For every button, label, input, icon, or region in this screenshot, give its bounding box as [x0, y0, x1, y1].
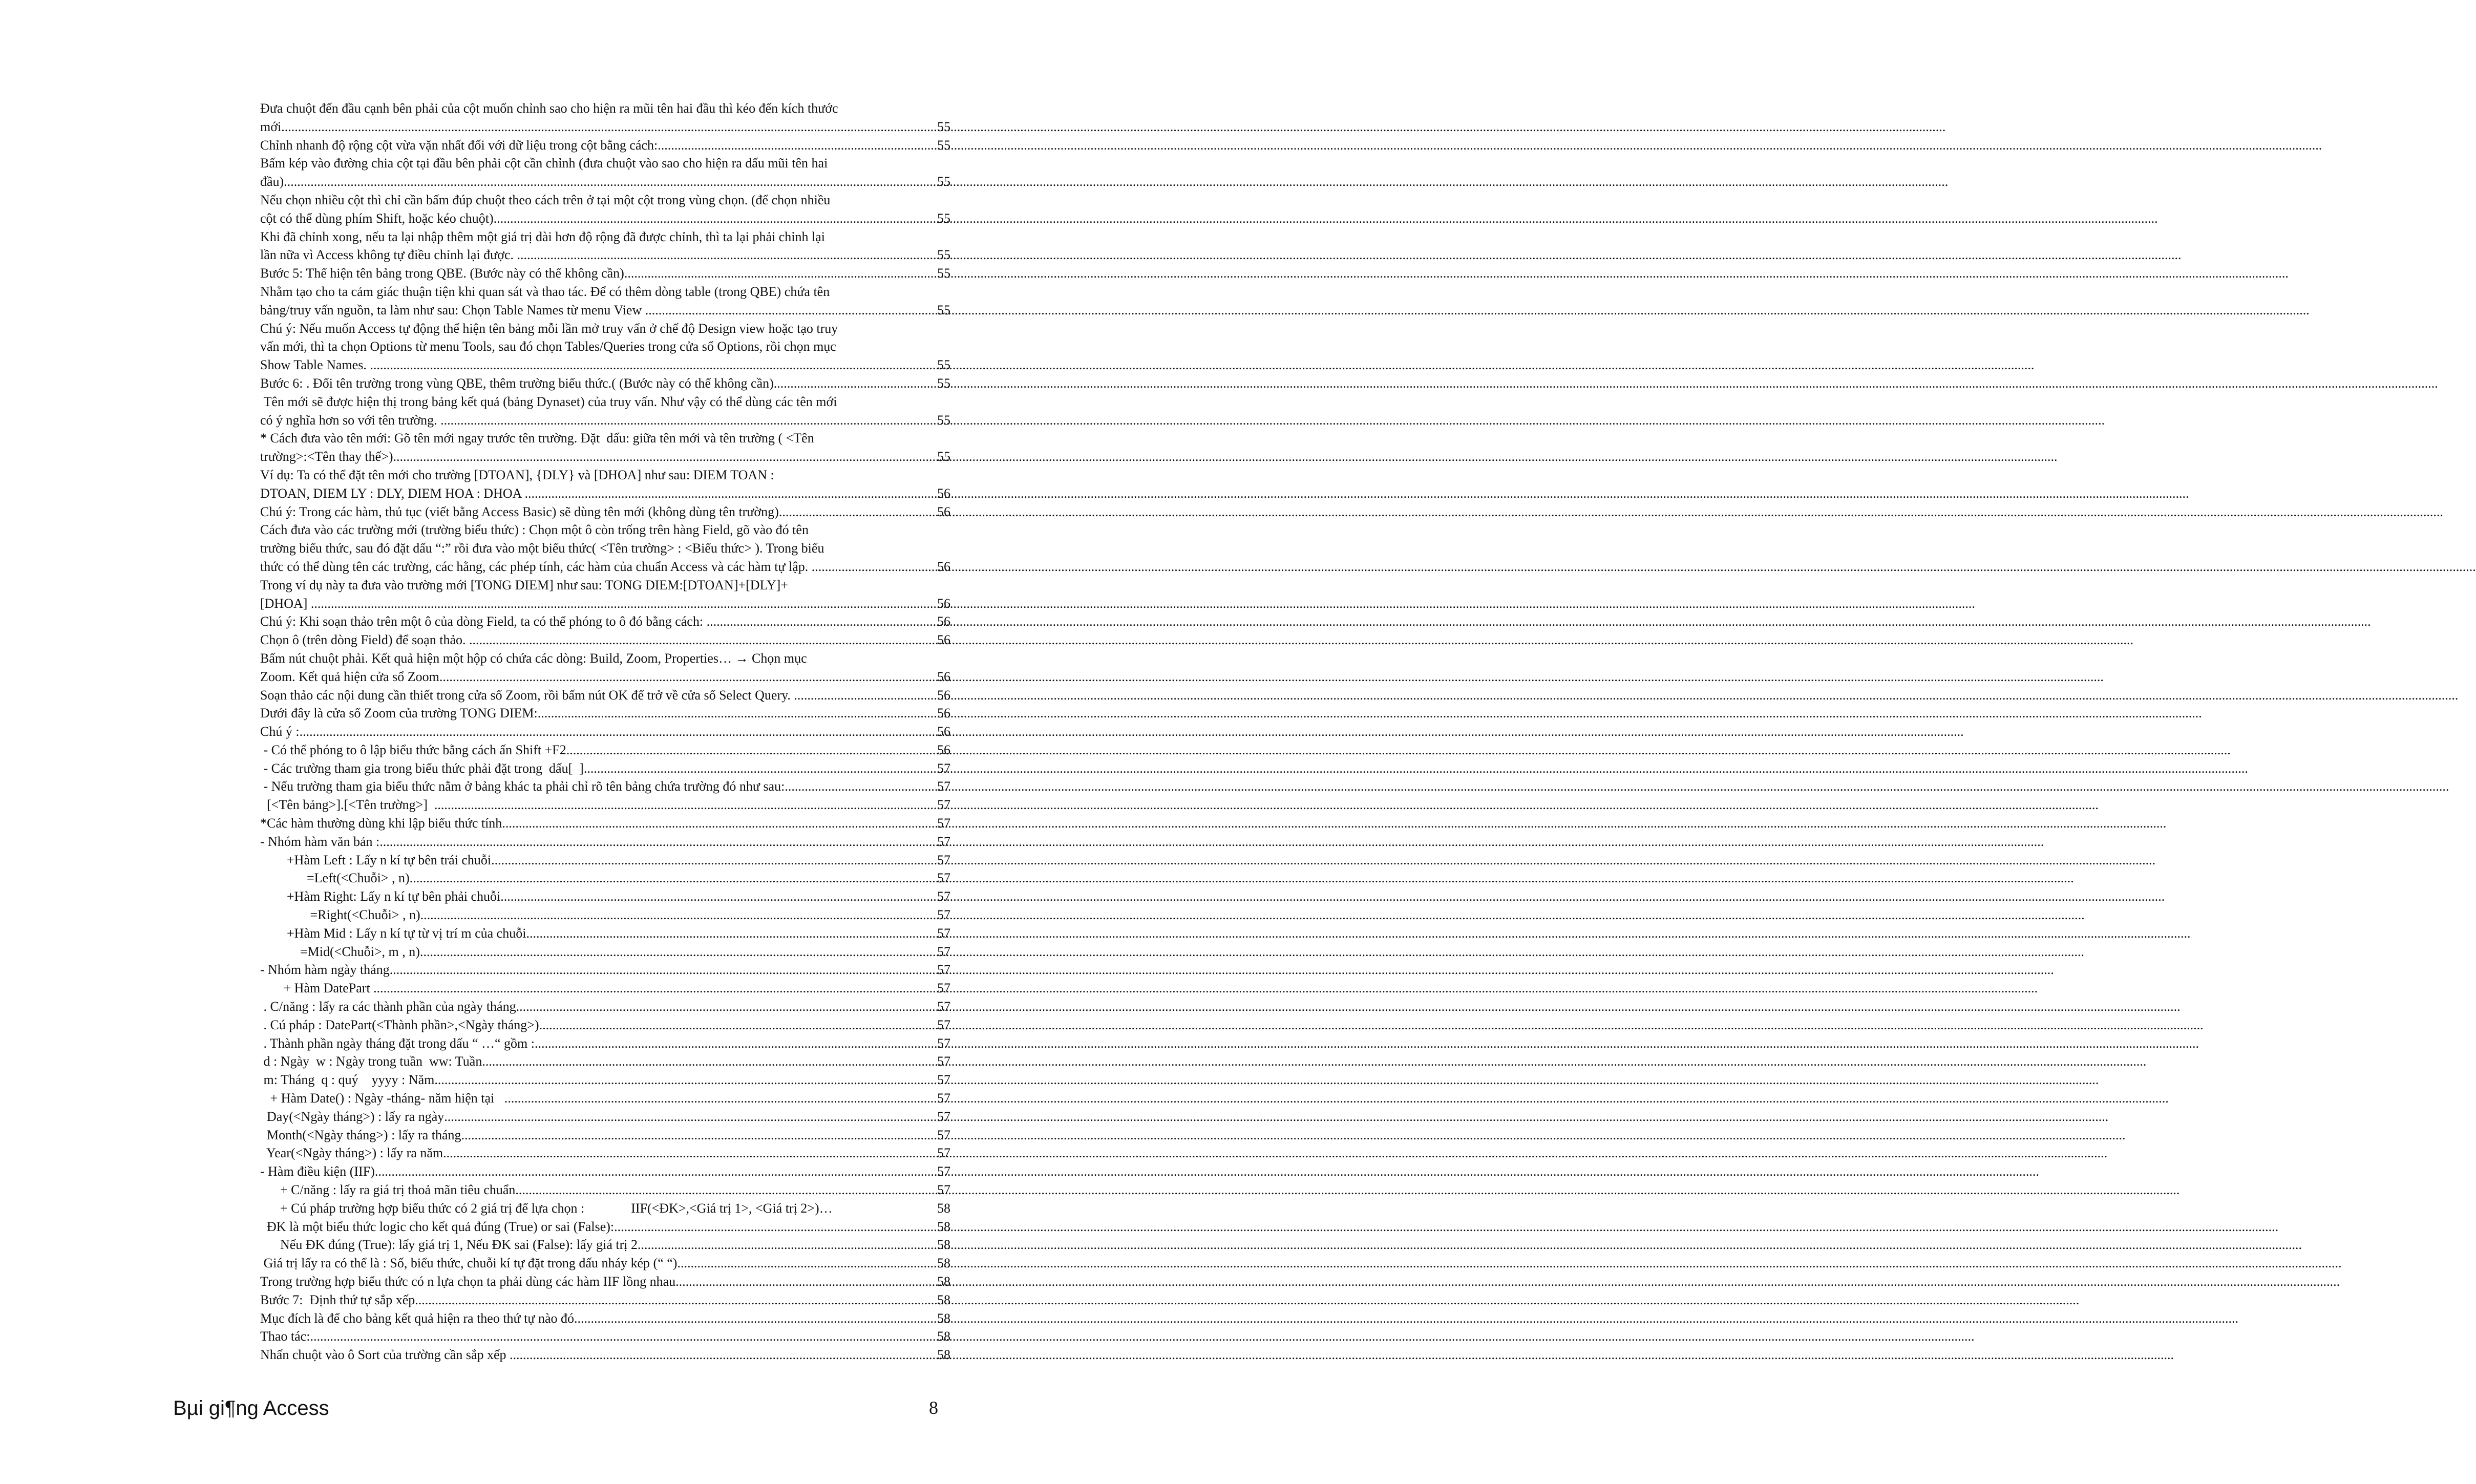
toc-page-number: 57 — [937, 779, 950, 794]
toc-entry[interactable] — [260, 393, 950, 430]
toc-entry-line — [260, 1291, 950, 1309]
toc-entry-line — [260, 1346, 950, 1364]
toc-entry-text: Bước 6: . Đổi tên trường trong vùng QBE, thêm trường biểu thức.( (Bước này có thể không cần) — [260, 375, 774, 391]
toc-entry-line — [260, 1108, 950, 1126]
toc-entry-text: +Hàm Right: Lấy n kí tự bên phải chuỗi — [260, 889, 501, 904]
dot-leader — [538, 704, 937, 723]
toc-entry-text: trường>:<Tên thay thế>) — [260, 449, 393, 464]
toc-entry-text: Mục đích là để cho bảng kết quả hiện ra theo thứ tự nào đó — [260, 1310, 575, 1326]
dot-leader — [779, 503, 937, 521]
toc-entry-text: vấn mới, thì ta chọn Options từ menu Tools, sau đó chọn Tables/Queries trong cửa sổ Options, rồi chọn mục — [260, 339, 836, 354]
dot-leader — [410, 869, 937, 887]
toc-entry-text: - Nếu trường tham gia biểu thức nằm ở bảng khác ta phải chỉ rõ tên bảng chứa trường đó như sau: — [260, 779, 785, 794]
toc-entry[interactable] — [260, 191, 950, 228]
toc-page-number: 57 — [937, 999, 950, 1014]
dot-leader — [517, 246, 937, 264]
dot-leader — [491, 851, 937, 870]
toc-entry-text: - Nhóm hàm ngày tháng — [260, 962, 390, 978]
toc-entry-text: + Hàm DatePart — [260, 981, 374, 996]
toc-page-number: 57 — [937, 871, 950, 886]
dot-leader — [516, 998, 937, 1016]
toc-entry[interactable] — [260, 1144, 950, 1162]
toc-entry-text: Year(<Ngày tháng>) : lấy ra năm — [260, 1146, 443, 1161]
toc-entry[interactable] — [260, 612, 950, 631]
toc-page-number: 57 — [937, 944, 950, 959]
dot-leader — [443, 1144, 937, 1162]
toc-entry[interactable] — [260, 887, 950, 906]
toc-entry-line — [260, 961, 950, 979]
toc-entry[interactable] — [260, 741, 950, 759]
toc-entry-line — [260, 1089, 950, 1108]
toc-entry-line — [260, 1309, 950, 1328]
toc-entry-line — [260, 668, 950, 686]
toc-entry-text: . Cú pháp : DatePart(<Thành phần>,<Ngày tháng>) — [260, 1017, 539, 1032]
toc-entry-line — [260, 998, 950, 1016]
toc-entry-line — [260, 1181, 950, 1199]
toc-page-number: 58 — [937, 1347, 950, 1363]
toc-entry-line — [260, 173, 950, 191]
toc-entry-text: Month(<Ngày tháng>) : lấy ra tháng — [260, 1127, 461, 1142]
dot-leader — [539, 1016, 937, 1034]
toc-entry-line — [260, 356, 950, 374]
dot-leader — [624, 264, 937, 283]
toc-page-number: 57 — [937, 1054, 950, 1069]
toc-entry-line — [260, 1273, 950, 1291]
toc-page-number: 56 — [937, 706, 950, 721]
toc-entry-line — [260, 595, 950, 613]
toc-entry-line — [260, 1052, 950, 1071]
toc-entry[interactable] — [260, 851, 950, 870]
dot-leader — [379, 833, 937, 851]
dot-leader — [281, 118, 937, 136]
toc-page-number: 57 — [937, 760, 950, 776]
toc-entry-text: Trong trường hợp biểu thức có n lựa chọn ta phải dùng các hàm IIF lồng nhau — [260, 1274, 676, 1289]
toc-page-number: 56 — [937, 687, 950, 703]
dot-leader — [420, 906, 937, 924]
toc-entry-text: [<Tên bảng>].[<Tên trường>] — [260, 797, 434, 813]
toc-entry-text: + Hàm Date() : Ngày -tháng- năm hiện tại — [260, 1091, 504, 1106]
toc-entry-line — [260, 1144, 950, 1162]
toc-entry-line — [260, 631, 950, 649]
toc-entry-line — [260, 1327, 950, 1346]
toc-page-number: 55 — [937, 266, 950, 281]
toc-entry[interactable] — [260, 1034, 950, 1053]
toc-entry-line — [260, 448, 950, 466]
toc-page-number: 55 — [937, 357, 950, 373]
dot-leader — [440, 411, 937, 430]
dot-leader — [439, 668, 937, 686]
toc-entry[interactable] — [260, 686, 950, 705]
toc-entry-text: +Hàm Left : Lấy n kí tự bên trái chuỗi — [260, 852, 492, 867]
toc-entry-line — [260, 1016, 950, 1034]
toc-entry-line — [260, 1126, 950, 1144]
toc-entry-text: =Right(<Chuỗi> , n) — [260, 907, 420, 923]
dot-leader — [311, 595, 937, 613]
toc-entry-text: Bước 5: Thể hiện tên bảng trong QBE. (Bước này có thể không cần) — [260, 266, 624, 281]
toc-entry-line — [260, 723, 950, 741]
toc-entry[interactable] — [260, 1071, 950, 1089]
toc-entry-text: + C/năng : lấy ra giá trị thoả mãn tiêu chuẩn — [260, 1182, 516, 1198]
toc-entry-line — [260, 209, 950, 228]
toc-page-number: 58 — [937, 1219, 950, 1234]
toc-entry-line — [260, 851, 950, 870]
toc-page-number: 55 — [937, 412, 950, 428]
toc-entry[interactable] — [260, 777, 950, 796]
toc-entry[interactable] — [260, 1108, 950, 1126]
toc-page-number: 57 — [937, 1127, 950, 1142]
toc-page-number: 56 — [937, 485, 950, 501]
dot-leader — [645, 301, 937, 320]
dot-leader — [482, 1052, 937, 1071]
toc-page-number: 58 — [937, 1256, 950, 1271]
toc-page-number: 57 — [937, 1164, 950, 1179]
toc-entry[interactable] — [260, 759, 950, 778]
toc-entry[interactable] — [260, 1218, 950, 1236]
toc-page-number: 55 — [937, 449, 950, 464]
toc-entry-line — [260, 777, 950, 796]
toc-entry[interactable] — [260, 631, 950, 649]
toc-entry-line — [260, 558, 950, 576]
toc-page-number: 57 — [937, 907, 950, 923]
dot-leader — [524, 484, 937, 503]
toc-entry[interactable] — [260, 136, 950, 155]
toc-entry-text: mới — [260, 119, 282, 134]
toc-entry[interactable] — [260, 1126, 950, 1144]
toc-entry-text: Nhằm tạo cho ta cảm giác thuận tiện khi quan sát và thao tác. Để có thêm dòng table (trong QBE) chứa tên — [260, 284, 830, 299]
toc-entry[interactable] — [260, 1291, 950, 1309]
toc-page-number: 57 — [937, 797, 950, 813]
toc-page-number: 56 — [937, 669, 950, 684]
toc-entry[interactable] — [260, 264, 950, 283]
dot-leader — [310, 1327, 937, 1346]
dot-leader — [469, 631, 937, 649]
dot-leader — [638, 1236, 937, 1254]
toc-entry[interactable] — [260, 998, 950, 1016]
toc-entry-line — [260, 796, 950, 814]
dot-leader — [375, 1162, 937, 1181]
toc-page-number: 57 — [937, 816, 950, 831]
toc-entry-line — [260, 814, 950, 833]
toc-entry-line — [260, 1254, 950, 1273]
toc-entry-text: =Left(<Chuỗi> , n) — [260, 871, 410, 886]
toc-entry-text: Bấm nút chuột phải. Kết quả hiện một hộp có chứa các dòng: Build, Zoom, Properties… → Chọn mục — [260, 650, 807, 666]
toc-page-number: 58 — [937, 1237, 950, 1253]
dot-leader — [373, 979, 937, 998]
toc-entry-text: . Thành phần ngày tháng đặt trong dấu “ …“ gồm : — [260, 1035, 535, 1051]
toc-entry-text: Chú ý: Trong các hàm, thủ tục (viết bằng Access Basic) sẽ dùng tên mới (không dùng tên trường) — [260, 504, 779, 519]
toc-page-number: 58 — [937, 1292, 950, 1307]
toc-entry-line — [260, 118, 950, 136]
toc-entry-text: Nếu ĐK đúng (True): lấy giá trị 1, Nếu ĐK sai (False): lấy giá trị 2 — [260, 1237, 638, 1253]
toc-entry-text: đầu) — [260, 174, 284, 189]
toc-entry[interactable] — [260, 429, 950, 466]
toc-entry-text: trường biểu thức, sau đó đặt dấu “:” rồi đưa vào một biểu thức( <Tên trường> : <Biểu thức> ). Trong biểu — [260, 541, 824, 556]
toc-entry[interactable] — [260, 1199, 950, 1218]
toc-entry-line — [260, 869, 950, 887]
toc-entry-line — [260, 1236, 950, 1254]
dot-leader — [444, 1108, 937, 1126]
toc-entry[interactable] — [260, 1016, 950, 1034]
toc-entry-text: ĐK là một biểu thức logic cho kết quả đúng (True) or sai (False): — [260, 1219, 615, 1234]
toc-entry-text: m: Tháng q : quý yyyy : Năm — [260, 1072, 435, 1088]
toc-entry-text: * Cách đưa vào tên mới: Gõ tên mới ngay trước tên trường. Đặt dấu: giữa tên mới và tên trường ( <Tên — [260, 431, 814, 446]
toc-entry-line — [260, 1034, 950, 1053]
toc-entry[interactable] — [260, 924, 950, 943]
toc-entry[interactable] — [260, 576, 950, 613]
dot-leader — [566, 741, 937, 759]
toc-entry-line — [260, 979, 950, 998]
dot-leader — [785, 777, 937, 796]
table-of-contents — [260, 99, 950, 1364]
toc-entry-line — [260, 686, 950, 705]
toc-page-number: 56 — [937, 724, 950, 739]
toc-entry[interactable] — [260, 503, 950, 521]
dot-leader — [370, 356, 937, 374]
toc-entry-text: =Mid(<Chuỗi>, m , n) — [260, 944, 420, 959]
toc-page-number: 57 — [937, 1035, 950, 1051]
dot-leader — [515, 1181, 937, 1199]
toc-entry-text: Chọn ô (trên dòng Field) để soạn thảo. — [260, 632, 469, 648]
dot-leader — [535, 1034, 937, 1053]
toc-entry-text: bảng/truy vấn nguồn, ta làm như sau: Chọn Table Names từ menu View — [260, 302, 645, 317]
toc-page-number: 56 — [937, 559, 950, 574]
toc-entry-text: Chú ý: Khi soạn thảo trên một ô của dòng Field, ta có thể phóng to ô đó bằng cách: — [260, 614, 707, 629]
toc-entry[interactable] — [260, 1162, 950, 1181]
toc-page-number: 57 — [937, 889, 950, 904]
dot-leader — [502, 814, 937, 833]
toc-page-number: 55 — [937, 137, 950, 153]
toc-entry[interactable] — [260, 283, 950, 320]
toc-entry-text: Cách đưa vào các trường mới (trường biểu thức) : Chọn một ô còn trống trên hàng Field, gõ vào đó tên — [260, 522, 809, 538]
dot-leader — [300, 723, 937, 741]
toc-entry-text: DTOAN, DIEM LY : DLY, DIEM HOA : DHOA — [260, 485, 525, 501]
toc-entry-text: + Cú pháp trường hợp biểu thức có 2 giá trị để lựa chọn : IIF(<ĐK>,<Giá trị 1>, <Giá trị 2>)… — [260, 1200, 833, 1216]
toc-entry-line — [260, 484, 950, 503]
toc-entry-line — [260, 833, 950, 851]
toc-entry-line — [260, 741, 950, 759]
toc-page-number: 57 — [937, 1182, 950, 1198]
toc-entry[interactable] — [260, 833, 950, 851]
dot-leader — [504, 1089, 937, 1108]
toc-entry-text: Show Table Names. — [260, 357, 370, 373]
toc-entry-text: Nhấn chuột vào ô Sort của trường cần sắp xếp — [260, 1347, 510, 1363]
toc-entry-text: cột có thể dùng phím Shift, hoặc kéo chuột) — [260, 210, 494, 226]
dot-leader — [774, 374, 937, 393]
toc-page-number: 56 — [937, 596, 950, 611]
toc-entry-line — [260, 906, 950, 924]
toc-page-number: 55 — [937, 174, 950, 189]
toc-entry-text: lần nữa vì Access không tự điều chỉnh lại được. — [260, 247, 517, 263]
footer-title: Bµi gi¶ng Access — [173, 1397, 329, 1419]
dot-leader — [494, 209, 937, 228]
toc-entry-text: Dưới đây là cửa sổ Zoom của trường TONG DIEM: — [260, 706, 538, 721]
dot-leader — [675, 1273, 937, 1291]
dot-leader — [526, 924, 937, 943]
toc-page-number: 57 — [937, 834, 950, 849]
toc-entry-text: Trong ví dụ này ta đưa vào trường mới [TONG DIEM] như sau: TONG DIEM:[DTOAN]+[DLY]+ — [260, 577, 788, 592]
footer-page-number: 8 — [929, 1397, 938, 1418]
toc-entry[interactable] — [260, 814, 950, 833]
toc-entry-text: Đưa chuột đến đầu cạnh bên phải của cột muốn chỉnh sao cho hiện ra mũi tên hai đầu thì kéo đến kích thước — [260, 101, 838, 116]
toc-entry-line — [260, 411, 950, 430]
toc-entry[interactable] — [260, 99, 950, 136]
toc-entry-text: [DHOA] — [260, 596, 311, 611]
toc-entry-line — [260, 1071, 950, 1089]
toc-page-number: 57 — [937, 925, 950, 941]
dot-leader — [420, 943, 937, 961]
dot-leader — [461, 1126, 937, 1144]
toc-entry-text: Chú ý: Nếu muốn Access tự động thể hiện tên bảng mỗi lần mở truy vấn ở chế độ Design view hoặc tạo truy — [260, 321, 838, 336]
toc-entry[interactable] — [260, 466, 950, 503]
toc-entry[interactable] — [260, 1052, 950, 1071]
toc-entry-text: thức có thể dùng tên các trường, các hằng, các phép tính, các hàm của chuẩn Access và các hàm tự lập. — [260, 559, 812, 574]
toc-entry-line — [260, 374, 950, 393]
toc-entry-line — [260, 704, 950, 723]
dot-leader — [794, 686, 937, 705]
toc-entry-text: Tên mới sẽ được hiện thị trong bảng kết quả (bảng Dynaset) của truy vấn. Như vậy có thể dùng các tên mới — [260, 394, 837, 409]
toc-entry[interactable] — [260, 796, 950, 814]
toc-entry-text: . C/năng : lấy ra các thành phần của ngày tháng — [260, 999, 516, 1014]
dot-leader — [500, 887, 937, 906]
toc-entry[interactable] — [260, 723, 950, 741]
toc-page-number: 57 — [937, 1146, 950, 1161]
toc-page-number: 58 — [937, 1329, 950, 1344]
dot-leader — [584, 759, 937, 778]
dot-leader — [707, 612, 937, 631]
toc-entry[interactable] — [260, 374, 950, 393]
toc-entry-line — [260, 924, 950, 943]
toc-entry[interactable] — [260, 979, 950, 998]
toc-entry[interactable] — [260, 1273, 950, 1291]
toc-page-number: 55 — [937, 210, 950, 226]
toc-entry-text: Thao tác: — [260, 1329, 310, 1344]
toc-page-number: 55 — [937, 375, 950, 391]
toc-entry-text: - Các trường tham gia trong biểu thức phải đặt trong dấu[ ] — [260, 760, 584, 776]
toc-page-number: 58 — [937, 1310, 950, 1326]
toc-entry[interactable] — [260, 154, 950, 191]
toc-page-number: 55 — [937, 302, 950, 317]
toc-entry-line — [260, 612, 950, 631]
toc-entry[interactable] — [260, 1236, 950, 1254]
toc-entry[interactable] — [260, 1089, 950, 1108]
toc-entry-line — [260, 943, 950, 961]
dot-leader — [393, 448, 937, 466]
toc-entry-text: - Có thể phóng to ô lập biểu thức bằng cách ấn Shift +F2 — [260, 742, 566, 757]
toc-entry[interactable] — [260, 320, 950, 374]
toc-entry-text: Giá trị lấy ra có thể là : Số, biểu thức, chuỗi kí tự đặt trong dấu nháy kép (“ “) — [260, 1256, 678, 1271]
toc-entry-line — [260, 246, 950, 264]
dot-leader — [434, 1071, 937, 1089]
toc-entry-line — [260, 759, 950, 778]
dot-leader — [574, 1309, 937, 1328]
toc-page-number: 57 — [937, 962, 950, 978]
toc-page-number: 56 — [937, 742, 950, 757]
toc-entry-text: Soạn thảo các nội dung cần thiết trong cửa sổ Zoom, rồi bấm nút OK để trở về cửa sổ Select Query. — [260, 687, 794, 703]
dot-leader — [434, 796, 937, 814]
dot-leader — [415, 1291, 937, 1309]
toc-entry-text: Bước 7: Định thứ tự sắp xếp — [260, 1292, 415, 1307]
toc-entry-text: Bấm kép vào đường chia cột tại đầu bên phải cột cần chỉnh (đưa chuột vào sao cho hiện ra dấu mũi tên hai — [260, 156, 828, 171]
toc-entry-line — [260, 503, 950, 521]
toc-page-number: 56 — [937, 504, 950, 519]
toc-entry-line — [260, 136, 950, 155]
toc-entry[interactable] — [260, 906, 950, 924]
toc-page-number: 57 — [937, 852, 950, 867]
toc-entry-text: +Hàm Mid : Lấy n kí tự từ vị trí m của chuỗi — [260, 925, 526, 941]
toc-entry[interactable] — [260, 228, 950, 265]
toc-page-number: 57 — [937, 981, 950, 996]
toc-entry-text: Ví dụ: Ta có thể đặt tên mới cho trường [DTOAN], {DLY} và [DHOA] như sau: DIEM TOAN : — [260, 467, 774, 482]
toc-page-number: 58 — [937, 1200, 950, 1216]
toc-entry[interactable] — [260, 943, 950, 961]
dot-leader — [812, 558, 937, 576]
toc-entry-text: - Hàm điều kiện (IIF) — [260, 1164, 375, 1179]
toc-entry-text: Day(<Ngày tháng>) : lấy ra ngày — [260, 1109, 445, 1124]
toc-entry-line — [260, 301, 950, 320]
dot-leader — [658, 136, 937, 155]
toc-page-number: 57 — [937, 1072, 950, 1088]
toc-page-number: 56 — [937, 632, 950, 648]
toc-entry-line — [260, 1218, 950, 1236]
toc-entry-line — [260, 1199, 950, 1218]
toc-entry[interactable] — [260, 704, 950, 723]
toc-entry[interactable] — [260, 1327, 950, 1346]
toc-entry-text: có ý nghĩa hơn so với tên trường. — [260, 412, 441, 428]
toc-entry[interactable] — [260, 1181, 950, 1199]
toc-entry[interactable] — [260, 961, 950, 979]
toc-page-number: 57 — [937, 1109, 950, 1124]
toc-page-number: 58 — [937, 1274, 950, 1289]
toc-entry-text: Khi đã chỉnh xong, nếu ta lại nhập thêm một giá trị dài hơn độ rộng đã được chỉnh, thì ta lại phải chỉnh lại — [260, 229, 826, 244]
toc-entry-line — [260, 887, 950, 906]
toc-entry[interactable] — [260, 521, 950, 576]
toc-entry-text: d : Ngày w : Ngày trong tuần ww: Tuần — [260, 1054, 482, 1069]
toc-entry[interactable] — [260, 869, 950, 887]
dot-leader — [284, 173, 937, 191]
dot-leader — [614, 1218, 937, 1236]
toc-page-number: 57 — [937, 1017, 950, 1032]
toc-page-number: 55 — [937, 119, 950, 134]
toc-page-number: 56 — [937, 614, 950, 629]
dot-leader — [510, 1346, 937, 1364]
toc-page-number: 57 — [937, 1091, 950, 1106]
toc-entry[interactable] — [260, 1309, 950, 1328]
toc-entry-text: Zoom. Kết quả hiện cửa sổ Zoom — [260, 669, 439, 684]
toc-entry-text: Chú ý : — [260, 724, 300, 739]
toc-entry-line — [260, 1162, 950, 1181]
toc-entry[interactable] — [260, 1254, 950, 1273]
toc-entry[interactable] — [260, 649, 950, 686]
toc-entry-text: *Các hàm thường dùng khi lập biểu thức tính — [260, 816, 502, 831]
dot-leader — [677, 1254, 937, 1273]
toc-entry-text: - Nhóm hàm văn bản : — [260, 834, 380, 849]
toc-entry-text: Nếu chọn nhiều cột thì chỉ cần bấm đúp chuột theo cách trên ở tại một cột trong vùng chọn. (để chọn nhiều — [260, 192, 831, 207]
toc-entry-text: Chỉnh nhanh độ rộng cột vừa vặn nhất đối với dữ liệu trong cột bằng cách: — [260, 137, 658, 153]
toc-entry[interactable] — [260, 1346, 950, 1364]
toc-entry-line — [260, 264, 950, 283]
toc-page-number: 55 — [937, 247, 950, 263]
dot-leader — [390, 961, 937, 979]
